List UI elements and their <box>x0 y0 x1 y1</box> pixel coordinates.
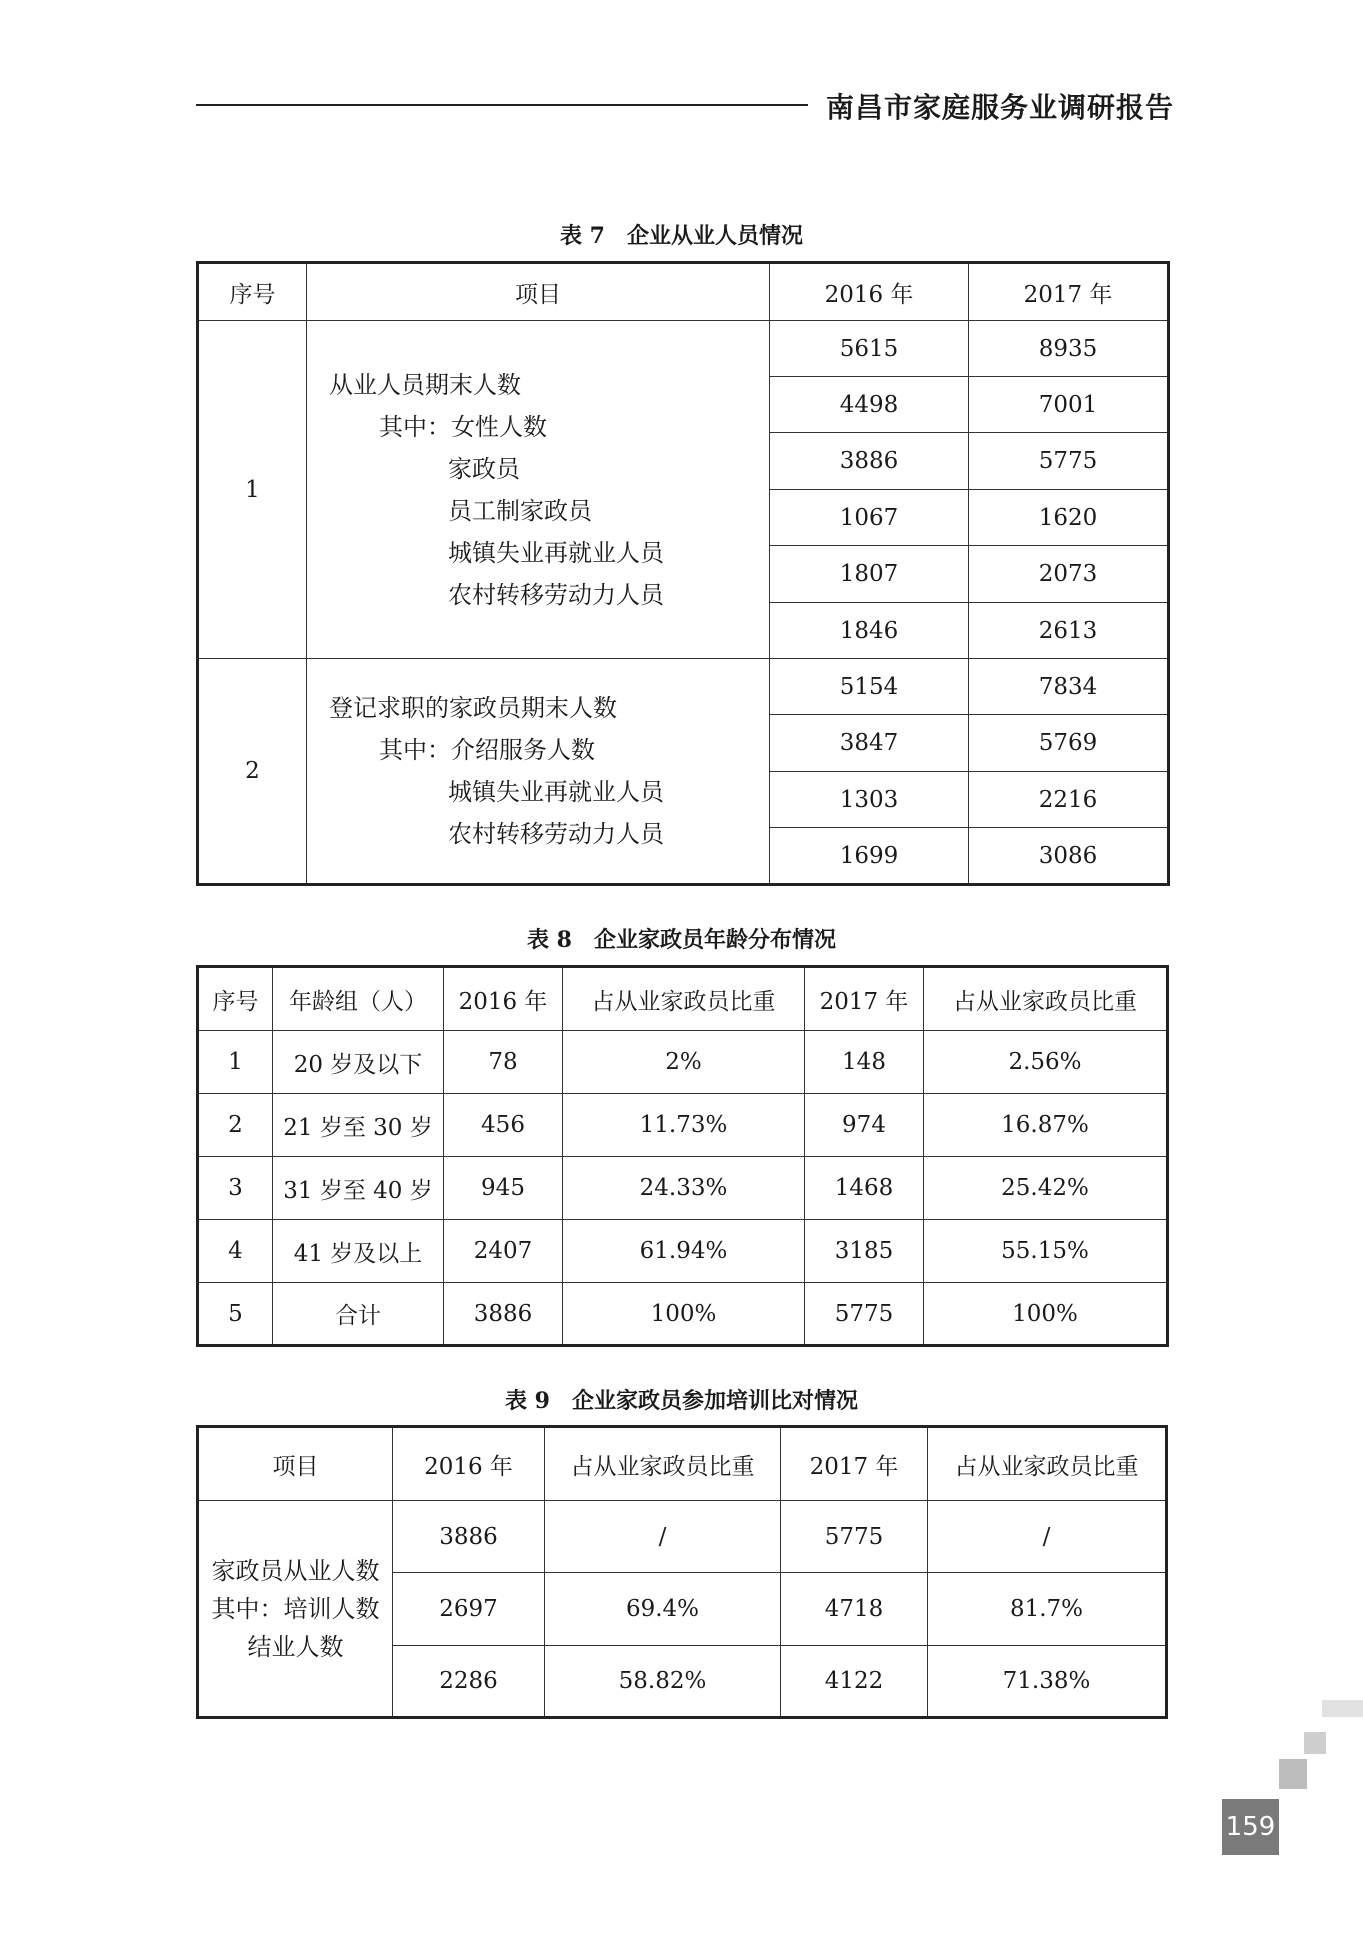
table9-header-row <box>198 1427 1167 1501</box>
table-cell: 4 <box>198 1220 273 1283</box>
table-cell: 21 岁至 30 岁 <box>273 1094 444 1157</box>
list-item: 城镇失业再就业人员 <box>448 778 664 806</box>
table-cell: 1699 <box>770 828 969 885</box>
table7-caption: 表 7 企业从业人员情况 <box>560 223 803 249</box>
table-cell: 55.15% <box>924 1220 1168 1283</box>
table-cell: 8935 <box>969 321 1169 377</box>
table7-header-row <box>198 263 1169 321</box>
decorative-square <box>1322 1700 1363 1717</box>
list-item: 结业人数 <box>247 1632 344 1661</box>
table-cell: 71.38% <box>928 1646 1167 1718</box>
table7 <box>196 261 1170 886</box>
table7-header-2017: 2017 年 <box>969 263 1169 321</box>
table-cell: 2216 <box>969 772 1169 828</box>
running-header-title: 南昌市家庭服务业调研报告 <box>826 91 1175 124</box>
table-cell: 58.82% <box>545 1646 781 1718</box>
list-item: 从业人员期末人数 <box>329 370 521 399</box>
table-cell: 456 <box>444 1094 563 1157</box>
table-cell: 61.94% <box>563 1220 805 1283</box>
table9-header-share-2017: 占从业家政员比重 <box>928 1427 1167 1501</box>
table9-header-2016: 2016 年 <box>393 1427 545 1501</box>
table7-header-seq: 序号 <box>198 263 307 321</box>
table-cell: 5775 <box>969 433 1169 490</box>
table-cell: 合计 <box>273 1283 444 1346</box>
list-item: 家政员从业人数 <box>211 1556 380 1585</box>
table9-caption: 表 9 企业家政员参加培训比对情况 <box>505 1388 858 1414</box>
table-row <box>198 1283 1168 1346</box>
table-cell: 2073 <box>969 546 1169 603</box>
decorative-square <box>1279 1759 1307 1789</box>
table-cell: 5615 <box>770 321 969 377</box>
table-cell: 3886 <box>393 1501 545 1573</box>
table-cell: 1067 <box>770 490 969 546</box>
table8-caption: 表 8 企业家政员年龄分布情况 <box>527 927 836 953</box>
table7-header-2016: 2016 年 <box>770 263 969 321</box>
table-cell: 3847 <box>770 715 969 772</box>
table-cell: 3886 <box>770 433 969 490</box>
table-cell: 7001 <box>969 377 1169 433</box>
table-cell: 1303 <box>770 772 969 828</box>
list-item: 其中：培训人数 <box>211 1594 380 1623</box>
table-cell: 25.42% <box>924 1157 1168 1220</box>
table-cell: 2407 <box>444 1220 563 1283</box>
list-item: 其中：女性人数 <box>379 412 547 441</box>
table-cell: 16.87% <box>924 1094 1168 1157</box>
table8-header-share-2016: 占从业家政员比重 <box>563 967 805 1031</box>
table-cell: 1 <box>198 1031 273 1094</box>
table-cell: / <box>928 1501 1167 1573</box>
table-cell: 11.73% <box>563 1094 805 1157</box>
table-row <box>198 321 1169 377</box>
table8-header-share-2017: 占从业家政员比重 <box>924 967 1168 1031</box>
table-cell: 1846 <box>770 603 969 659</box>
table7-seq-cell: 1 <box>198 321 307 659</box>
table-cell: 41 岁及以上 <box>273 1220 444 1283</box>
list-item: 农村转移劳动力人员 <box>448 580 664 609</box>
table7-items-cell <box>307 321 770 659</box>
table-cell: 4498 <box>770 377 969 433</box>
table-row <box>198 1094 1168 1157</box>
table-cell: 4122 <box>781 1646 928 1718</box>
table9-items-cell <box>198 1501 393 1718</box>
table9-header-2017: 2017 年 <box>781 1427 928 1501</box>
table-cell: 5769 <box>969 715 1169 772</box>
list-item: 员工制家政员 <box>448 496 592 525</box>
table-cell: 3886 <box>444 1283 563 1346</box>
table9-header-share-2016: 占从业家政员比重 <box>545 1427 781 1501</box>
table7-header-item: 项目 <box>307 263 770 321</box>
decorative-square <box>1304 1732 1326 1754</box>
table-cell: 5 <box>198 1283 273 1346</box>
table8-header-row <box>198 967 1168 1031</box>
table8-header-seq: 序号 <box>198 967 273 1031</box>
table-cell: 20 岁及以下 <box>273 1031 444 1094</box>
table-cell: 4718 <box>781 1573 928 1646</box>
table-cell: 78 <box>444 1031 563 1094</box>
table8-header-age-group: 年龄组（人） <box>273 967 444 1031</box>
table-cell: 2.56% <box>924 1031 1168 1094</box>
table-cell: 5154 <box>770 659 969 715</box>
table-cell: 1620 <box>969 490 1169 546</box>
table7-seq-cell: 2 <box>198 659 307 885</box>
table-cell: 2% <box>563 1031 805 1094</box>
table-cell: 2697 <box>393 1573 545 1646</box>
table-cell: 69.4% <box>545 1573 781 1646</box>
table-cell: 5775 <box>781 1501 928 1573</box>
table-cell: 2613 <box>969 603 1169 659</box>
table-row <box>198 1157 1168 1220</box>
table-cell: / <box>545 1501 781 1573</box>
list-item: 农村转移劳动力人员 <box>448 820 664 848</box>
table-cell: 148 <box>805 1031 924 1094</box>
table9 <box>196 1425 1168 1719</box>
table9-header-item: 项目 <box>198 1427 393 1501</box>
table-cell: 974 <box>805 1094 924 1157</box>
table-row <box>198 1031 1168 1094</box>
table-cell: 5775 <box>805 1283 924 1346</box>
list-item: 家政员 <box>448 454 520 483</box>
table-cell: 1468 <box>805 1157 924 1220</box>
table-cell: 7834 <box>969 659 1169 715</box>
table-cell: 81.7% <box>928 1573 1167 1646</box>
table8-header-2016: 2016 年 <box>444 967 563 1031</box>
list-item: 城镇失业再就业人员 <box>448 538 664 567</box>
table-cell: 24.33% <box>563 1157 805 1220</box>
header-rule <box>196 104 808 106</box>
table7-items-cell <box>307 659 770 885</box>
table-row <box>198 659 1169 715</box>
table-cell: 3 <box>198 1157 273 1220</box>
table-cell: 3086 <box>969 828 1169 885</box>
table-cell: 3185 <box>805 1220 924 1283</box>
table8-header-2017: 2017 年 <box>805 967 924 1031</box>
table-row <box>198 1501 1167 1573</box>
table-cell: 31 岁至 40 岁 <box>273 1157 444 1220</box>
table-cell: 1807 <box>770 546 969 603</box>
table-cell: 2286 <box>393 1646 545 1718</box>
table-cell: 100% <box>563 1283 805 1346</box>
list-item: 登记求职的家政员期末人数 <box>329 694 617 722</box>
table-cell: 2 <box>198 1094 273 1157</box>
list-item: 其中：介绍服务人数 <box>379 736 595 764</box>
table-row <box>198 1220 1168 1283</box>
table8 <box>196 965 1169 1347</box>
table-cell: 100% <box>924 1283 1168 1346</box>
page-number: 159 <box>1222 1799 1279 1855</box>
table-cell: 945 <box>444 1157 563 1220</box>
